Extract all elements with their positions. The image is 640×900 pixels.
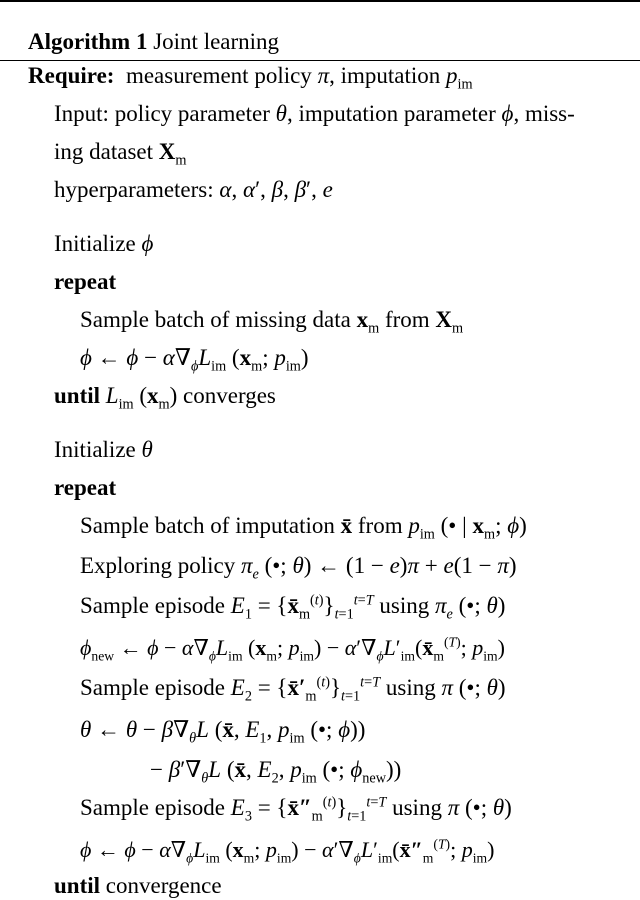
sample-missing-data: Sample batch of missing data $x_m$ from $X_m$: [80, 307, 464, 337]
require-line: Require: measurement policy π, imputation $p_{im}$: [28, 63, 473, 93]
caption-rule: [0, 60, 640, 61]
phi-update-2: ϕ ← $\phi - \alpha\nabla_\phi L_{im}$ ($x_m$; $p_{im}$) − $\alpha'\nabla_\phi L'_{im}(x̄''_m^{(T)}$; $p_{im}$): [80, 836, 495, 866]
input-line: Input: policy parameter θ, imputation parameter ϕ, miss-: [54, 101, 575, 126]
phi-new-update: $\phi_{new}$ ← $\phi - \alpha\nabla_\phi L_{im}$ ($x_m$; $p_{im}$) − $\alpha'\nabla_\phi L'_{im}(x̄_m^{(T)}$; $p_{im}$): [80, 634, 505, 664]
sample-episode-e1: Sample episode $E_1$ = $\{x̄_m^{(t)}\}_{t=1}^{t=T}$ using $\pi_e$ (•; θ): [80, 592, 506, 623]
algorithm-title: Joint learning: [153, 29, 280, 54]
initialize-theta: Initialize θ: [54, 437, 153, 462]
until-converges: until $L_{im}$ $(x_m)$ converges: [54, 383, 276, 413]
until-convergence: until convergence: [54, 873, 222, 898]
top-rule: [0, 0, 640, 2]
algorithm-label: Algorithm 1: [28, 29, 148, 54]
algorithm-caption: [28, 28, 279, 56]
input-line-cont: ing dataset $X_m$: [54, 139, 187, 169]
theta-update-cont: − $\beta'\nabla_\theta L$ (x̄, $E_2$, $p_{im}$ (•; $\phi_{new}$)): [150, 757, 402, 787]
repeat-2: repeat: [54, 475, 117, 500]
sample-episode-e2: Sample episode $E_2$ = $\{x̄'_m^{(t)}\}_{t=1}^{t=T}$ using π (•; θ): [80, 674, 506, 705]
phi-update-1: ϕ ← $\phi - \alpha\nabla_\phi L_{im}$ ($x_m$; $p_{im}$): [80, 345, 309, 375]
sample-episode-e3: Sample episode $E_3$ = $\{x̄''_m^{(t)}\}_{t=1}^{t=T}$ using π (•; θ): [80, 794, 512, 825]
initialize-phi: Initialize ϕ: [54, 231, 154, 256]
exploring-policy: Exploring policy $\pi_e$ (•; θ) ← (1 − e)π + e(1 − π): [80, 553, 517, 583]
sample-imputation: Sample batch of imputation x̄ from $p_{im}$ (• | $x_m$; ϕ): [80, 513, 527, 543]
theta-update: θ ← $\theta - \beta\nabla_\theta L$ (x̄, $E_1$, $p_{im}$ (•; ϕ)): [80, 717, 366, 747]
repeat-1: repeat: [54, 269, 117, 294]
hyperparameters-line: hyperparameters: α, α′, β, β′, e: [54, 177, 333, 202]
